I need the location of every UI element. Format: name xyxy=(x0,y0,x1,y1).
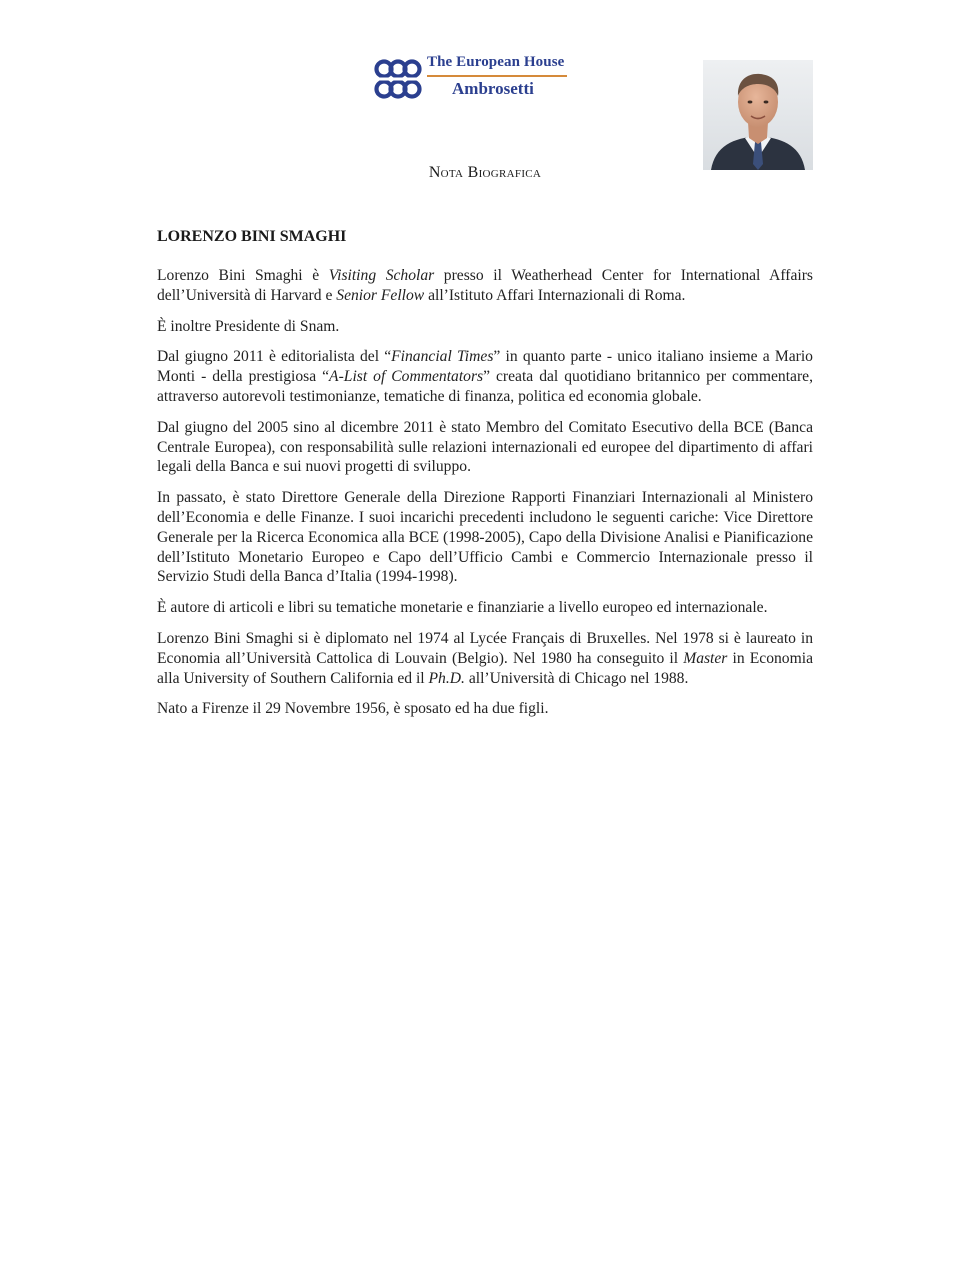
italic-text-run: Financial Times xyxy=(391,348,494,366)
italic-text-run: A-List of Commentators xyxy=(329,368,484,386)
ambrosetti-logo xyxy=(372,54,602,106)
bio-paragraph-2: È inoltre Presidente di Snam. xyxy=(157,317,340,335)
bio-paragraph-8: Nato a Firenze il 29 Novembre 1956, è sposato ed ha due figli. xyxy=(157,700,549,718)
italic-text-run: Senior Fellow xyxy=(336,286,425,304)
italic-text-run: Ph.D. xyxy=(428,669,465,687)
text-run: Lorenzo Bini Smaghi è xyxy=(157,267,329,284)
text-run: ” creata dal quotidiano britannico per commentare, attraverso autorevoli testimonianze, tematiche di finanza, politica ed economia globale. xyxy=(157,368,813,405)
italic-text-run: Master xyxy=(683,649,728,667)
person-portrait-icon xyxy=(703,60,813,170)
italic-text-run: Visiting Scholar xyxy=(328,267,435,284)
text-run: all’Istituto Affari Internazionali di Roma. xyxy=(424,286,686,304)
section-title: Nota Biografica xyxy=(428,164,542,181)
bio-paragraph-7 xyxy=(157,629,813,688)
text-run: all’Università di Chicago nel 1988. xyxy=(464,669,689,687)
text-run: Dal giugno 2011 è editorialista del “ xyxy=(157,348,392,366)
ambrosetti-mark-icon xyxy=(372,58,424,100)
portrait-photo xyxy=(703,60,813,170)
text-run: ” in quanto parte - unico italiano insieme a Mario Monti - della prestigiosa “ xyxy=(157,348,813,386)
bio-paragraph-3 xyxy=(157,347,813,406)
text-run: Lorenzo Bini Smaghi si è diplomato nel 1974 al Lycée Français di Bruxelles. Nel 1978 si è laureato in Economia all’Università Cattolica di Louvain (Belgio). Nel 1980 ha conseguito il xyxy=(157,629,813,667)
person-name: LORENZO BINI SMAGHI xyxy=(157,228,347,245)
logo-rule xyxy=(427,75,567,77)
logo-line-2: Ambrosetti xyxy=(452,79,534,98)
bio-paragraph-5: In passato, è stato Direttore Generale della Direzione Rapporti Finanziari Internazionali al Ministero dell’Economia e delle Finanze. I suoi incarichi precedenti includono le seguenti cariche: Vice Direttore Generale per la Ricerca Economica alla BCE (1998-2005), Capo della Divisione Analisi e Pianificazione dell’Istituto Monetario Europeo e Capo dell’Ufficio Cambi e Commercio Internazionale presso il Servizio Studi della Banca d’Italia (1994-1998). xyxy=(157,489,813,586)
bio-paragraph-1 xyxy=(157,266,813,306)
biography-body xyxy=(157,266,813,730)
text-run: in Economia alla University of Southern California ed il xyxy=(157,649,813,687)
bio-paragraph-4: Dal giugno del 2005 sino al dicembre 2011 è stato Membro del Comitato Esecutivo della BCE (Banca Centrale Europea), con responsabilità sulle relazioni internazionali ed europee del dipartimento di affari legali della Banca e sui nuovi progetti di sviluppo. xyxy=(157,418,813,476)
logo-line-1: The European House xyxy=(427,54,565,70)
bio-paragraph-6: È autore di articoli e libri su tematiche monetarie e finanziarie a livello europeo ed internazionale. xyxy=(157,599,768,617)
text-run: presso il Weatherhead Center for International Affairs dell’Università di Harvard e xyxy=(157,267,813,304)
